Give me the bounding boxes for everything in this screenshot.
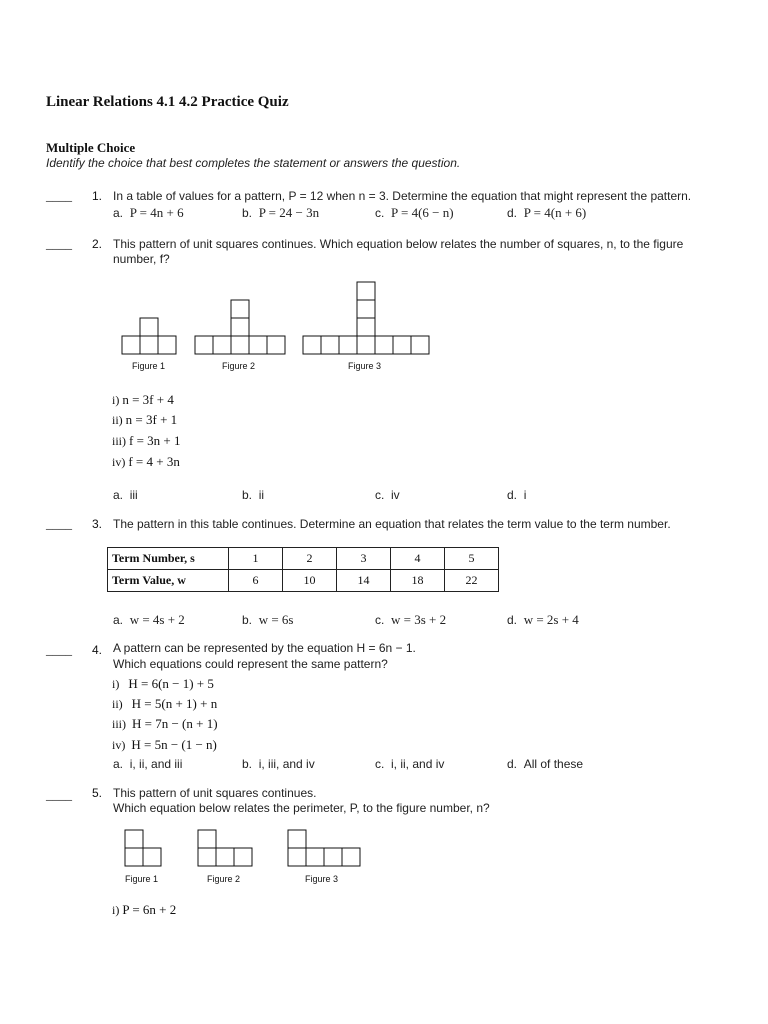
- choice-q4-iii: [112, 716, 218, 732]
- answer-blank-3[interactable]: ____: [46, 516, 72, 531]
- question-stem-5-line1: This pattern of unit squares continues.: [113, 786, 317, 800]
- option-letter: c.: [375, 757, 385, 771]
- table-cell: 5: [445, 548, 499, 570]
- choice-q2-iii: [112, 433, 181, 449]
- option-4d[interactable]: [507, 757, 583, 771]
- choice-label: ii): [112, 697, 123, 711]
- option-letter: a.: [113, 757, 124, 771]
- option-letter: b.: [242, 488, 253, 502]
- row-header-term-number: Term Number, s: [108, 548, 229, 570]
- option-letter: b.: [242, 613, 253, 627]
- choice-label: ii): [112, 413, 123, 427]
- option-3b[interactable]: [242, 612, 293, 628]
- table-cell: 1: [229, 548, 283, 570]
- square-pattern-figures-q2: [120, 278, 440, 358]
- option-text: All of these: [523, 757, 584, 771]
- figure-2-squares: [195, 300, 285, 354]
- choice-equation: H = 7n − (n + 1): [132, 716, 218, 731]
- figure-label-q5-2: Figure 2: [207, 874, 241, 884]
- option-text: i, ii, and iii: [129, 757, 183, 771]
- option-3c[interactable]: [375, 612, 446, 628]
- figure-2-squares: [198, 830, 252, 866]
- table-cell: 14: [337, 570, 391, 592]
- option-letter: a.: [113, 206, 124, 220]
- option-3d[interactable]: [507, 612, 579, 628]
- option-letter: c.: [375, 206, 385, 220]
- choice-equation: H = 6(n − 1) + 5: [128, 676, 214, 691]
- choice-label: iv): [112, 455, 126, 469]
- quiz-title: Linear Relations 4.1 4.2 Practice Quiz: [46, 94, 289, 110]
- option-letter: d.: [507, 206, 518, 220]
- table-cell: 2: [283, 548, 337, 570]
- option-1c[interactable]: [375, 205, 454, 221]
- table-cell: 3: [337, 548, 391, 570]
- choice-q4-ii: [112, 696, 217, 712]
- figure-label-q2-2: Figure 2: [222, 361, 256, 371]
- figure-3-squares: [288, 830, 360, 866]
- option-4b[interactable]: [242, 757, 315, 771]
- choice-label: i): [112, 677, 120, 691]
- table-cell: 22: [445, 570, 499, 592]
- choice-equation: f = 3n + 1: [129, 433, 181, 448]
- figure-label-q2-1: Figure 1: [132, 361, 166, 371]
- option-letter: a.: [113, 488, 124, 502]
- choice-q5-i: [112, 902, 176, 918]
- term-table: [107, 547, 499, 592]
- question-stem-1: In a table of values for a pattern, P = 12 when n = 3. Determine the equation that might represent the pattern.: [113, 189, 692, 203]
- question-number-1: 1.: [92, 189, 103, 203]
- question-stem-3: The pattern in this table continues. Determine an equation that relates the term value to the term number.: [113, 517, 671, 531]
- figure-1-squares: [122, 318, 176, 354]
- figure-3-squares: [303, 282, 429, 354]
- option-text: P = 4n + 6: [129, 205, 184, 220]
- option-letter: b.: [242, 757, 253, 771]
- option-text: i: [523, 488, 527, 502]
- option-letter: d.: [507, 613, 518, 627]
- square-pattern-figures-q5: [120, 826, 370, 871]
- table-cell: 6: [229, 570, 283, 592]
- question-stem-2-line1: This pattern of unit squares continues. Which equation below relates the number of squares, n, to the figure: [113, 237, 684, 251]
- table-row: [108, 570, 499, 592]
- table-row: [108, 548, 499, 570]
- question-stem-4-line2: Which equations could represent the same pattern?: [113, 657, 388, 671]
- table-cell: 4: [391, 548, 445, 570]
- option-1b[interactable]: [242, 205, 319, 221]
- choice-equation: f = 4 + 3n: [128, 454, 180, 469]
- question-stem-2-line2: number, f?: [113, 252, 170, 266]
- option-2d[interactable]: [507, 488, 526, 502]
- section-heading: Multiple Choice: [46, 140, 136, 155]
- choice-q4-i: [112, 676, 214, 692]
- choice-q2-i: [112, 392, 174, 408]
- option-letter: d.: [507, 488, 518, 502]
- option-text: w = 4s + 2: [129, 612, 185, 627]
- choice-label: iv): [112, 738, 126, 752]
- question-stem-4-line1: A pattern can be represented by the equation H = 6n − 1.: [113, 641, 416, 655]
- choice-label: i): [112, 393, 120, 407]
- answer-blank-2[interactable]: ____: [46, 236, 72, 251]
- option-1d[interactable]: [507, 205, 586, 221]
- option-3a[interactable]: [113, 612, 185, 628]
- option-letter: a.: [113, 613, 124, 627]
- option-4c[interactable]: [375, 757, 444, 771]
- option-1a[interactable]: [113, 205, 184, 221]
- question-number-5: 5.: [92, 786, 103, 800]
- option-letter: c.: [375, 488, 385, 502]
- choice-q2-iv: [112, 454, 180, 470]
- choice-q2-ii: [112, 412, 177, 428]
- question-number-2: 2.: [92, 237, 103, 251]
- answer-blank-1[interactable]: ____: [46, 188, 72, 203]
- choice-label: iii): [112, 717, 126, 731]
- option-4a[interactable]: [113, 757, 182, 771]
- figure-1-squares: [125, 830, 161, 866]
- choice-equation: n = 3f + 4: [122, 392, 174, 407]
- option-text: iv: [391, 488, 400, 502]
- option-text: w = 3s + 2: [391, 612, 447, 627]
- option-text: i, iii, and iv: [258, 757, 315, 771]
- option-text: iii: [129, 488, 138, 502]
- option-2a[interactable]: [113, 488, 138, 502]
- choice-label: i): [112, 903, 120, 917]
- option-text: w = 2s + 4: [523, 612, 579, 627]
- section-instructions: Identify the choice that best completes the statement or answers the question.: [46, 156, 461, 170]
- figure-label-q5-3: Figure 3: [305, 874, 339, 884]
- option-2b[interactable]: [242, 488, 264, 502]
- option-letter: b.: [242, 206, 253, 220]
- question-number-3: 3.: [92, 517, 103, 531]
- table-cell: 18: [391, 570, 445, 592]
- choice-equation: H = 5n − (1 − n): [131, 737, 217, 752]
- choice-equation: n = 3f + 1: [125, 412, 178, 427]
- choice-equation: P = 6n + 2: [122, 902, 177, 917]
- option-text: P = 4(n + 6): [523, 205, 587, 220]
- figure-label-q2-3: Figure 3: [348, 361, 382, 371]
- option-text: P = 4(6 − n): [391, 205, 454, 220]
- row-header-term-value: Term Value, w: [108, 570, 229, 592]
- answer-blank-5[interactable]: ____: [46, 787, 72, 802]
- option-letter: d.: [507, 757, 518, 771]
- question-number-4: 4.: [92, 643, 103, 657]
- option-text: P = 24 − 3n: [258, 205, 320, 220]
- choice-equation: H = 5(n + 1) + n: [131, 696, 218, 711]
- table-cell: 10: [283, 570, 337, 592]
- option-text: i, ii, and iv: [391, 757, 445, 771]
- figure-label-q5-1: Figure 1: [125, 874, 159, 884]
- option-letter: c.: [375, 613, 385, 627]
- answer-blank-4[interactable]: ____: [46, 642, 72, 657]
- option-text: w = 6s: [258, 612, 294, 627]
- choice-q4-iv: [112, 737, 217, 753]
- option-2c[interactable]: [375, 488, 400, 502]
- question-stem-5-line2: Which equation below relates the perimeter, P, to the figure number, n?: [113, 801, 490, 815]
- choice-label: iii): [112, 434, 126, 448]
- option-text: ii: [258, 488, 265, 502]
